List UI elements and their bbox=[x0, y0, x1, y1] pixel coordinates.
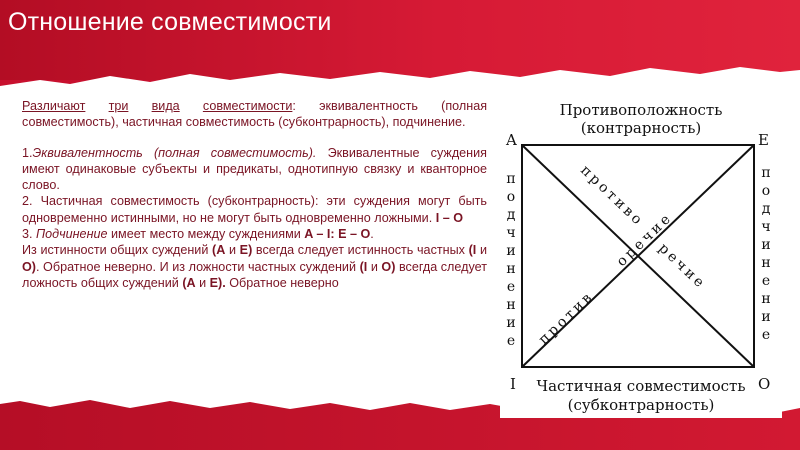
rule-text: Из истинности общих суждений bbox=[22, 243, 213, 258]
side-letter: н bbox=[506, 297, 516, 313]
item-2-pair: I – O bbox=[435, 210, 464, 225]
item-2 bbox=[22, 193, 487, 226]
item-3-term: Подчинение bbox=[36, 227, 108, 242]
item-1-term: Эквивалентность (полная совместимость). bbox=[32, 145, 317, 160]
rule-text: и bbox=[225, 243, 240, 258]
rule-text: Обратное неверно bbox=[225, 275, 339, 290]
corner-a: A bbox=[506, 131, 517, 149]
side-letter: д bbox=[761, 201, 771, 217]
right-side-label bbox=[761, 165, 770, 343]
top-label-2: (контрарность) bbox=[580, 119, 702, 137]
logical-square-diagram bbox=[500, 95, 782, 418]
item-1-text: Эквивалентные суждения имеют одинаковые субъекты и предикаты, однотипную связку и кванторное слово. bbox=[22, 145, 487, 193]
side-letter: е bbox=[506, 333, 516, 349]
side-letter: н bbox=[761, 291, 771, 307]
top-label-1: Противоположность bbox=[559, 101, 723, 119]
item-3-number: 3. bbox=[22, 227, 33, 242]
side-letter: д bbox=[506, 207, 516, 223]
rule-bold: (I bbox=[468, 243, 477, 258]
intro-paragraph bbox=[22, 98, 487, 131]
rule-bold: О) bbox=[22, 259, 36, 274]
item-3-text: имеет место между суждениями bbox=[107, 227, 305, 242]
diagonal-label-2a: против bbox=[535, 288, 598, 348]
corner-o: O bbox=[758, 375, 771, 393]
rule-paragraph bbox=[22, 242, 487, 291]
rule-bold: Е) bbox=[239, 243, 253, 258]
rule-text: всегда следует истинность частных bbox=[252, 243, 469, 258]
rule-text: всегда следует ложность общих суждений bbox=[22, 259, 487, 290]
intro-rest: : эквивалентность (полная совместимость), частичная совместимость (субконтрарность), подчинение. bbox=[22, 99, 488, 130]
body-text bbox=[22, 98, 487, 291]
side-letter: е bbox=[506, 279, 516, 295]
corner-i: I bbox=[510, 375, 516, 393]
slide-title: Отношение совместимости bbox=[8, 8, 332, 36]
side-letter: о bbox=[761, 183, 771, 199]
rule-text: и bbox=[367, 259, 382, 274]
intro-word: совместимости bbox=[202, 99, 293, 113]
item-3-pair: A – I: E – O bbox=[304, 227, 371, 242]
intro-word: вида bbox=[151, 99, 180, 113]
rule-text: . Обратное неверно. И из ложности частных суждений bbox=[36, 259, 360, 274]
item-3 bbox=[22, 226, 487, 242]
rule-bold: Е). bbox=[209, 275, 226, 290]
side-letter: и bbox=[506, 315, 516, 331]
rule-bold: (А bbox=[212, 243, 226, 258]
rule-text: и bbox=[476, 243, 487, 258]
side-letter: н bbox=[761, 255, 771, 271]
intro-word: три bbox=[108, 99, 129, 113]
item-1 bbox=[22, 145, 487, 194]
bottom-label-2: (субконтрарность) bbox=[567, 396, 715, 414]
diagonal-label-1b: речие bbox=[655, 240, 710, 293]
bottom-label-1: Частичная совместимость bbox=[536, 377, 746, 395]
side-letter: п bbox=[761, 165, 771, 181]
item-1-number: 1. bbox=[22, 145, 33, 160]
left-side-label bbox=[506, 171, 515, 349]
diagonal-label-1a: противо bbox=[577, 162, 647, 230]
rule-bold: O) bbox=[381, 259, 396, 274]
intro-word: Различают bbox=[22, 99, 86, 113]
side-letter: п bbox=[506, 171, 516, 187]
side-letter: ч bbox=[506, 225, 516, 241]
item-3-end: . bbox=[370, 227, 374, 242]
side-letter: и bbox=[506, 243, 516, 259]
rule-text: и bbox=[195, 275, 210, 290]
side-letter: и bbox=[761, 237, 771, 253]
rule-bold: (А bbox=[182, 275, 196, 290]
corner-e: E bbox=[758, 131, 769, 149]
side-letter: е bbox=[761, 327, 771, 343]
diagonal-label-2b: оречие bbox=[613, 209, 676, 270]
side-letter: е bbox=[761, 273, 771, 289]
side-letter: н bbox=[506, 261, 516, 277]
side-letter: и bbox=[761, 309, 771, 325]
item-2-text: 2. Частичная совместимость (субконтрарность): эти суждения могут быть одновременно истинными, но не могут быть одновременно ложными. bbox=[22, 194, 487, 225]
side-letter: о bbox=[506, 189, 516, 205]
rule-bold: (I bbox=[359, 259, 368, 274]
side-letter: ч bbox=[761, 219, 771, 235]
